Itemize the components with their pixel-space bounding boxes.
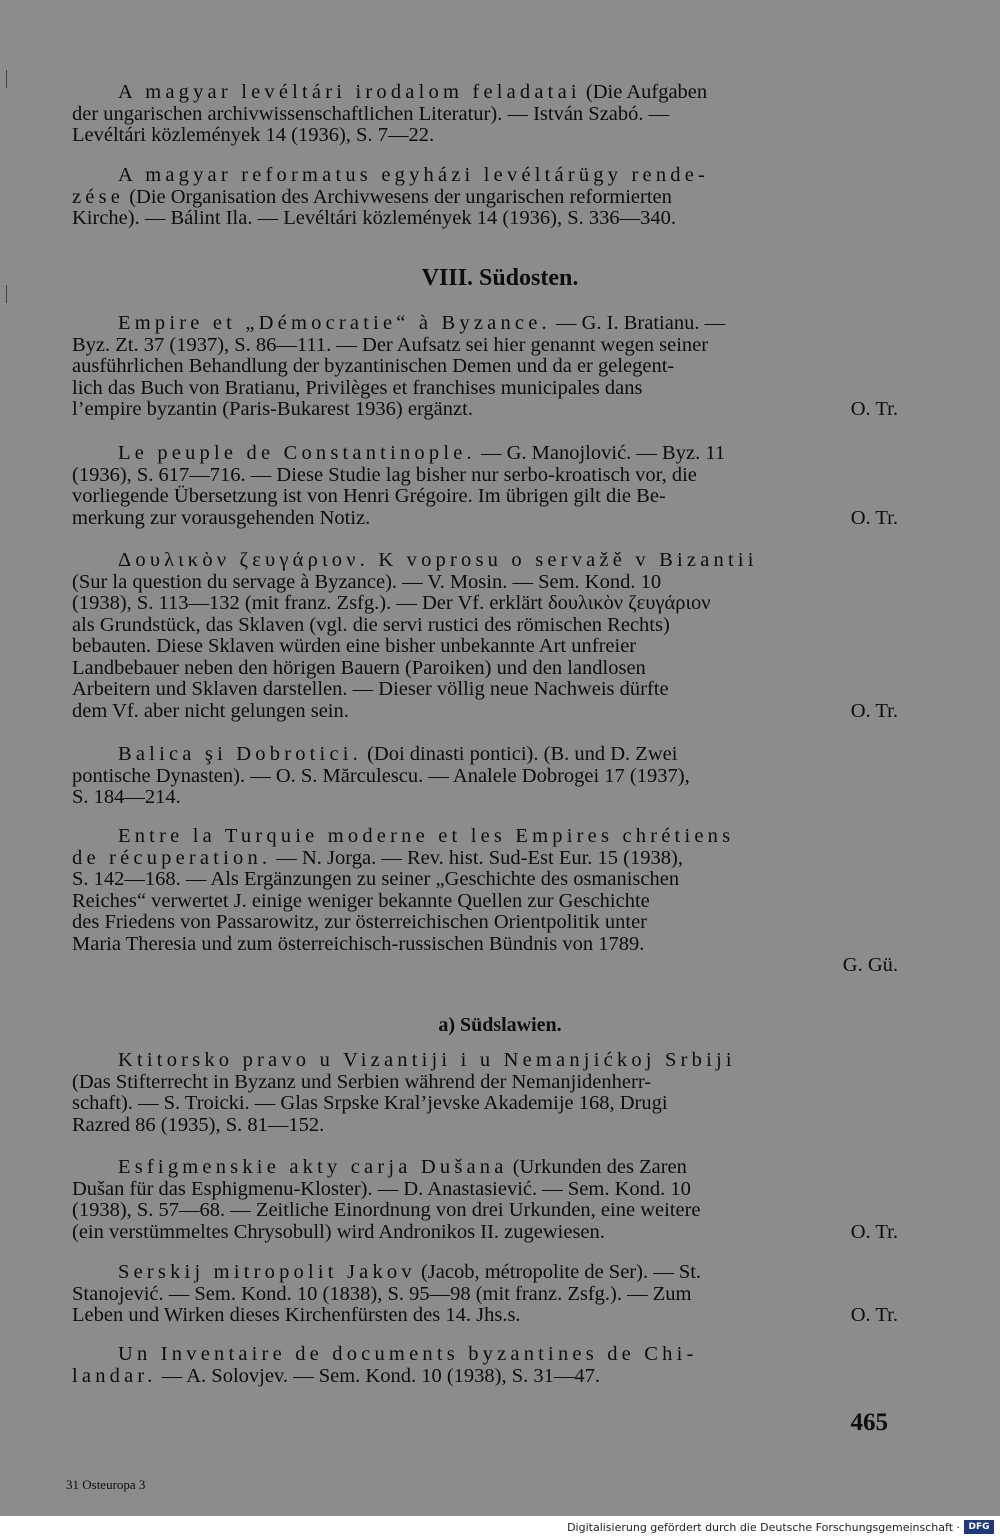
entry-text: schaft). — S. Troicki. — Glas Srpske Kral’jevske Akademije 168, Drugi [72, 1092, 668, 1114]
entry-text: ausführlichen Behandlung der byzantinischen Demen und da er gelegent- [72, 355, 675, 377]
entry-text: Arbeitern und Sklaven darstellen. — Dieser völlig neue Nachweis dürfte [72, 678, 669, 700]
entry-text: Leben und Wirken dieses Kirchenfürsten des 14. Jhs.s. [72, 1304, 521, 1326]
entry-title: Esfigmenskie akty carja Dušana [118, 1156, 508, 1178]
footer-credit-text: Digitalisierung gefördert durch die Deutsche Forschungsgemeinschaft · [567, 1521, 960, 1534]
entry-text: (Das Stifterrecht in Byzanz und Serbien während der Nemanjidenherr- [72, 1070, 652, 1093]
entry-title: A magyar levéltári irodalom feladatai [118, 81, 581, 103]
bibliography-entry [72, 1050, 898, 1136]
entry-text: der ungarischen archivwissenschaftlichen Literatur). — István Szabó. — [72, 102, 670, 125]
entry-text: bebauten. Diese Sklaven würden eine bisher unbekannte Art unfreier [72, 635, 637, 657]
entry-text: l’empire byzantin (Paris-Bukarest 1936) ergänzt. [72, 398, 473, 420]
entry-title: Ktitorsko pravo u Vizantiji i u Nemanjićkoj Srbiji [118, 1049, 736, 1071]
scan-margin-mark [6, 70, 7, 88]
subsection-heading: a) Südslawien. [438, 1014, 562, 1036]
entry-text: Reiches“ verwertet J. einige weniger bekannte Quellen zur Geschichte [72, 889, 650, 912]
entry-text: Razred 86 (1935), S. 81—152. [72, 1113, 325, 1136]
entry-text: (Doi dinasti pontici). (B. und D. Zwei [361, 743, 678, 765]
entry-text: vorliegende Übersetzung ist von Henri Grégoire. Im übrigen gilt die Be- [72, 485, 666, 507]
digitization-footer [0, 1516, 1000, 1538]
entry-text: S. 142—168. — Als Ergänzungen zu seiner „Geschichte des osmanischen [72, 868, 680, 890]
entry-text: (Jacob, métropolite de Ser). — St. [415, 1261, 702, 1283]
entry-text: Levéltári közlemények 14 (1936), S. 7—22. [72, 124, 435, 146]
bibliography-entry [72, 313, 898, 421]
entry-text: Kirche). — Bálint Ila. — Levéltári közlemények 14 (1936), S. 336—340. [72, 207, 677, 229]
bibliography-entry [72, 1344, 898, 1387]
bibliography-entry [72, 550, 898, 722]
entry-text: Dušan für das Esphigmenu-Kloster). — D. Anastasiević. — Sem. Kond. 10 [72, 1177, 691, 1200]
page-number: 465 [850, 1409, 888, 1436]
entry-text: pontische Dynasten). — O. S. Mărculescu. — Analele Dobrogei 17 (1937), [72, 764, 690, 787]
entry-title-continued: zése [72, 185, 125, 208]
entry-text: (1938), S. 113—132 (mit franz. Zsfg.). — Der Vf. erklärt δουλικὸν ζευγάριον [72, 592, 711, 614]
entry-title: Serskij mitropolit Jakov [118, 1261, 416, 1283]
entry-text: — N. Jorga. — Rev. hist. Sud-Est Eur. 15 (1938), [271, 846, 683, 869]
section-heading: VIII. Südosten. [421, 265, 579, 291]
entry-text: merkung zur vorausgehenden Notiz. [72, 506, 371, 529]
entry-text: — G. Manojlović. — Byz. 11 [475, 442, 726, 464]
entry-text: (ein verstümmeltes Chrysobull) wird Andronikos II. zugewiesen. [72, 1220, 605, 1243]
bibliography-entry [72, 1157, 898, 1243]
entry-title: A magyar reformatus egyházi levéltárügy rende- [118, 164, 710, 186]
entry-text: dem Vf. aber nicht gelungen sein. [72, 699, 349, 722]
entry-title-continued: de récuperation. [72, 846, 272, 869]
bibliography-entry [72, 82, 898, 147]
entry-text: Byz. Zt. 37 (1937), S. 86—111. — Der Aufsatz sei hier genannt wegen seiner [72, 333, 709, 356]
entry-text: Maria Theresia und zum österreichisch-russischen Bündnis von 1789. [72, 932, 645, 955]
entry-title: Un Inventaire de documents byzantines de Chi- [118, 1343, 698, 1365]
entry-text: (1938), S. 57—68. — Zeitliche Einordnung von drei Urkunden, eine weitere [72, 1199, 701, 1221]
bibliography-entry [72, 744, 898, 809]
author-signature: O. Tr. [850, 699, 898, 722]
author-signature: G. Gü. [842, 954, 898, 976]
entry-text: als Grundstück, das Sklaven (vgl. die servi rustici des römischen Rechts) [72, 613, 670, 636]
entry-text: (Urkunden des Zaren [507, 1156, 687, 1178]
entry-text: — G. I. Bratianu. — [550, 312, 726, 334]
entry-text: Landbebauer neben den hörigen Bauern (Paroiken) und den landlosen [72, 656, 646, 679]
bibliography-entry [72, 443, 898, 529]
entry-title: Empire et „Démocratie“ à Byzance. [118, 312, 551, 334]
entry-text: — A. Solovjev. — Sem. Kond. 10 (1938), S. 31—47. [156, 1364, 601, 1387]
author-signature: O. Tr. [850, 1220, 898, 1243]
entry-text: (1936), S. 617—716. — Diese Studie lag bisher nur serbo-kroatisch vor, die [72, 463, 697, 486]
author-signature: O. Tr. [850, 398, 898, 420]
author-signature: O. Tr. [850, 1304, 898, 1326]
entry-text: (Die Aufgaben [580, 81, 708, 103]
entry-text: Stanojević. — Sem. Kond. 10 (1838), S. 95—98 (mit franz. Zsfg.). — Zum [72, 1282, 692, 1305]
entry-title: Entre la Turquie moderne et les Empires chrétiens [118, 825, 735, 847]
author-signature: O. Tr. [850, 506, 898, 529]
dfg-logo-icon: DFG [964, 1520, 994, 1534]
entry-title-continued: landar. [72, 1364, 157, 1387]
entry-text: (Die Organisation des Archivwesens der ungarischen reformierten [124, 185, 672, 208]
entry-text: des Friedens von Passarowitz, zur österreichischen Orientpolitik unter [72, 911, 647, 933]
entry-text: lich das Buch von Bratianu, Privilèges et franchises municipales dans [72, 376, 643, 399]
entry-text: (Sur la question du servage à Byzance). — V. Mosin. — Sem. Kond. 10 [72, 570, 662, 593]
entry-title: Le peuple de Constantinople. [118, 442, 476, 464]
bibliography-entry [72, 1262, 898, 1327]
entry-text: S. 184—214. [72, 786, 181, 808]
bibliography-entry [72, 826, 898, 977]
sheet-signature: 31 Osteuropa 3 [66, 1477, 146, 1492]
entry-title: Balica şi Dobrotici. [118, 743, 362, 765]
bibliography-entry [72, 165, 898, 230]
entry-title: Δουλικὸν ζευγάριον. K voprosu o servažě v Bizantii [118, 549, 758, 571]
